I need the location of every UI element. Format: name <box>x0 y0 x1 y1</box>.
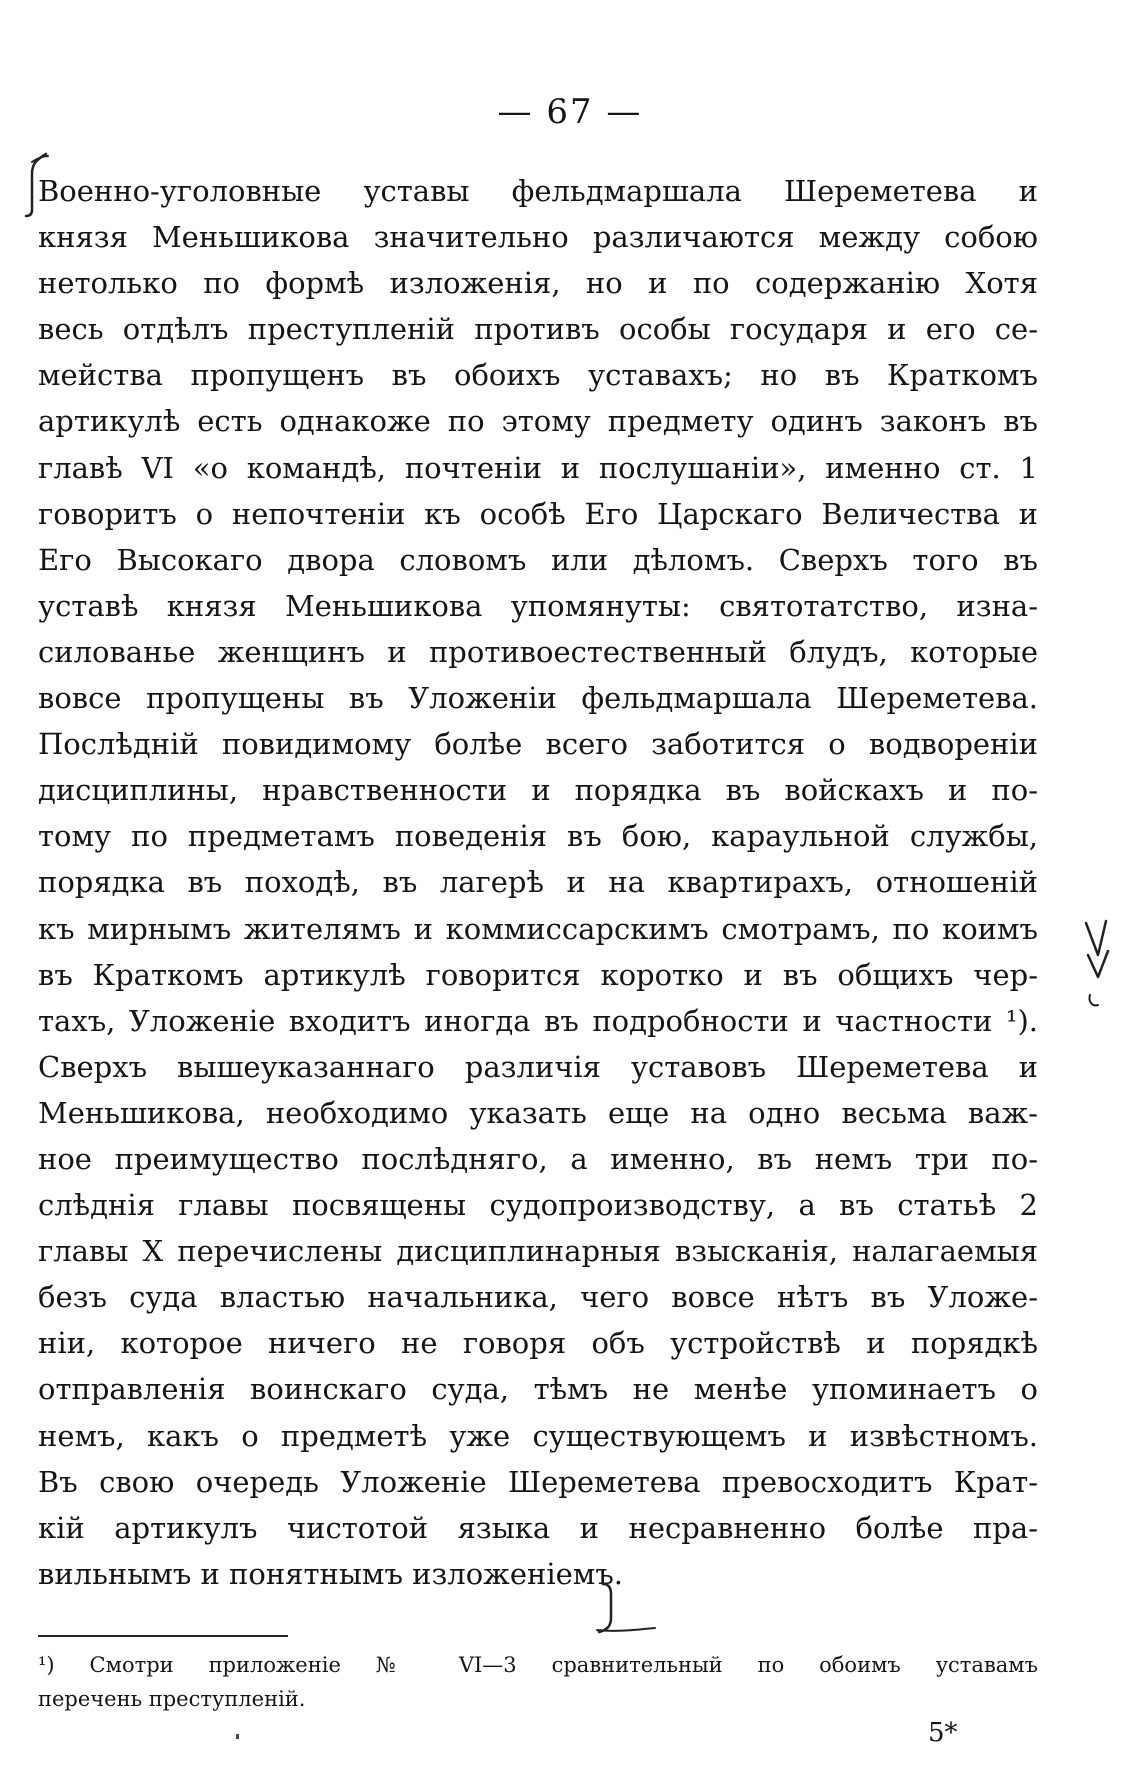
text-line: главѣ VI «о командѣ, почтеніи и послушаніи», именно ст. 1 <box>38 450 1038 485</box>
text-line: главы X перечислены дисциплинарныя взысканія, налагаемыя <box>38 1234 1038 1269</box>
text-line: уставѣ князя Меньшикова упомянуты: святотатство, изна- <box>38 588 1038 623</box>
text-line: Въ свою очередь Уложеніе Шереметева превосходитъ Крат- <box>38 1464 1038 1499</box>
text-line: въ Краткомъ артикулѣ говорится коротко и въ общихъ чер- <box>38 957 1038 992</box>
page-number: — 67 — <box>497 92 643 132</box>
text-line: Меньшикова, необходимо указать еще на одно весьма важ- <box>38 1095 1038 1130</box>
text-line: артикулѣ есть однакоже по этому предмету одинъ законъ въ <box>38 404 1038 439</box>
text-line: нетолько по формѣ изложенія, но и по содержанію Хотя <box>38 266 1038 301</box>
handwritten-margin-mark <box>1080 915 1120 1015</box>
footnote-line: ¹) Смотри приложеніе № VI—3 сравнительный по обоимъ уставамъ <box>38 1653 1038 1677</box>
text-line: Военно-уголовные уставы фельдмаршала Шереметева и <box>38 174 1038 208</box>
text-line: Послѣдній повидимому болѣе всего заботится о водвореніи <box>38 727 1038 762</box>
stray-mark <box>236 1734 239 1739</box>
text-line: мейства пропущенъ въ обоихъ уставахъ; но въ Краткомъ <box>38 358 1038 393</box>
text-line: ное преимущество послѣдняго, а именно, въ немъ три по- <box>38 1141 1038 1176</box>
text-line: тахъ, Уложеніе входитъ иногда въ подробности и частности ¹). <box>38 1003 1038 1038</box>
text-line: весь отдѣлъ преступленій противъ особы государя и его се- <box>38 312 1038 347</box>
text-line: говоритъ о непочтеніи къ особѣ Его Царскаго Величества и <box>38 496 1038 531</box>
text-line: кій артикулъ чистотой языка и несравненно болѣе пра- <box>38 1510 1038 1545</box>
text-line: князя Меньшикова значительно различаются между собою <box>38 220 1038 255</box>
text-line: тому по предметамъ поведенія въ бою, караульной службы, <box>38 819 1038 854</box>
text-line: Сверхъ вышеуказаннаго различія уставовъ Шереметева и <box>38 1049 1038 1084</box>
text-line: порядка въ походѣ, въ лагерѣ и на квартирахъ, отношеній <box>38 865 1038 900</box>
handwritten-close-bracket-mark <box>595 1578 665 1638</box>
text-line: ніи, которое ничего не говоря объ устройствѣ и порядкѣ <box>38 1326 1038 1361</box>
text-line: вильнымъ и понятнымъ изложеніемъ. <box>38 1556 623 1591</box>
printer-signature: 5* <box>928 1718 958 1748</box>
footnote-line: перечень преступленій. <box>38 1687 306 1711</box>
footnote <box>38 1648 1038 1716</box>
text-line: слѣднія главы посвящены судопроизводству, а въ статьѣ 2 <box>38 1188 1038 1223</box>
text-line: вовсе пропущены въ Уложеніи фельдмаршала Шереметева. <box>38 681 1038 716</box>
text-line: къ мирнымъ жителямъ и коммиссарскимъ смотрамъ, по коимъ <box>38 911 1038 946</box>
footnote-divider <box>38 1635 288 1637</box>
main-paragraph <box>38 168 1038 1597</box>
text-line: силованье женщинъ и противоестественный блудъ, которые <box>38 634 1038 669</box>
text-line: немъ, какъ о предметѣ уже существующемъ и извѣстномъ. <box>38 1418 1038 1453</box>
text-line: дисциплины, нравственности и порядка въ войскахъ и по- <box>38 773 1038 808</box>
text-line: отправленія воинскаго суда, тѣмъ не менѣе упоминаетъ о <box>38 1372 1038 1407</box>
text-line: Его Высокаго двора словомъ или дѣломъ. Сверхъ того въ <box>38 542 1038 577</box>
text-line: безъ суда властью начальника, чего вовсе нѣтъ въ Уложе- <box>38 1280 1038 1315</box>
